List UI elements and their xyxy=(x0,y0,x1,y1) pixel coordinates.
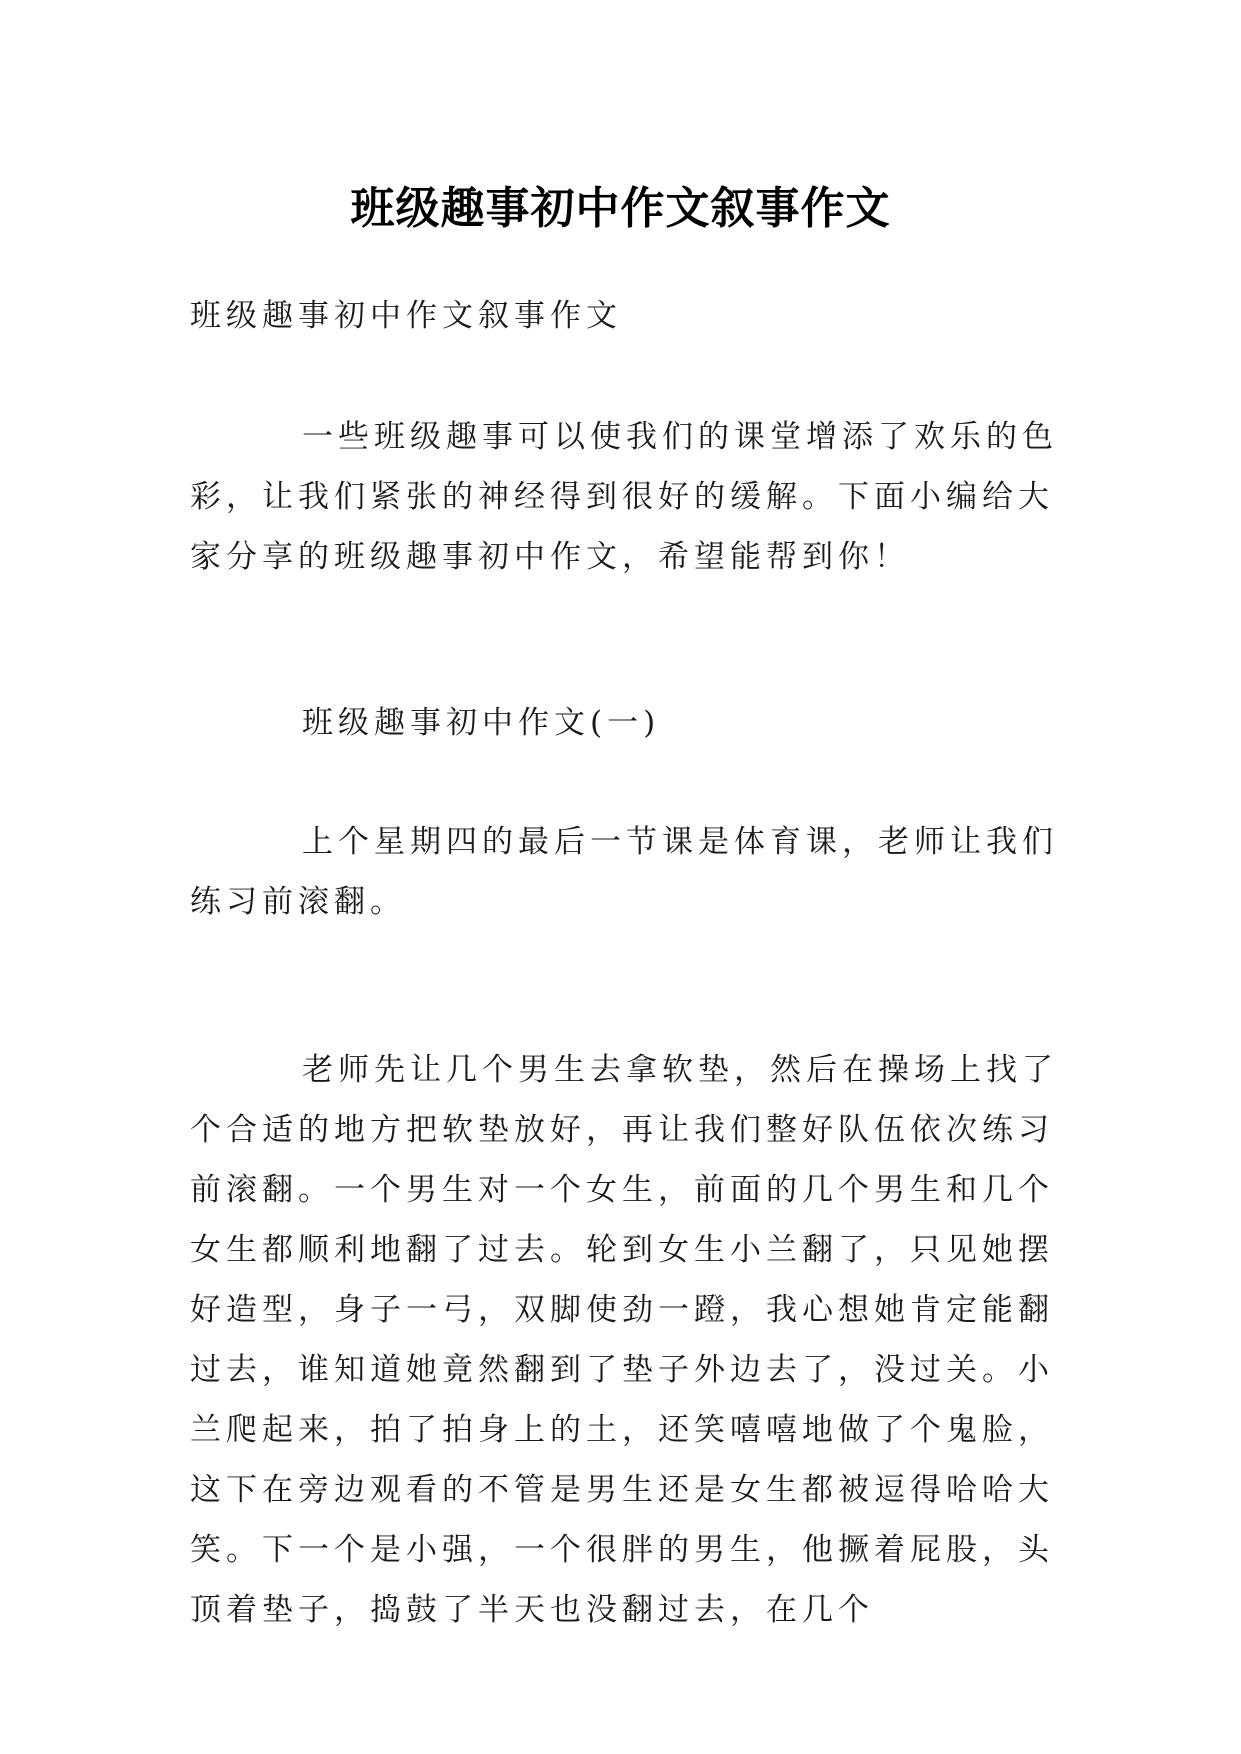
section-heading: 班级趣事初中作文(一) xyxy=(302,705,661,741)
body-paragraph-2: 老师先让几个男生去拿软垫，然后在操场上找了个合适的地方把软垫放好，再让我们整好队伍依次练习前滚翻。一个男生对一个女生，前面的几个男生和几个女生都顺利地翻了过去。轮到女生小兰翻了，只见她摆好造型，身子一弓，双脚使劲一蹬，我心想她肯定能翻过去，谁知道她竟然翻到了垫子外边去了，没过关。小兰爬起来，拍了拍身上的土，还笑嘻嘻地做了个鬼脸，这下在旁边观看的不管是男生还是女生都被逗得哈哈大笑。下一个是小强，一个很胖的男生，他撅着屁股，头顶着垫子，捣鼓了半天也没翻过去，在几个 xyxy=(190,1052,1058,1628)
intro-paragraph: 一些班级趣事可以使我们的课堂增添了欢乐的色彩，让我们紧张的神经得到很好的缓解。下面小编给大家分享的班级趣事初中作文，希望能帮到你！ xyxy=(190,419,1058,575)
body-paragraph-1: 上个星期四的最后一节课是体育课，老师让我们练习前滚翻。 xyxy=(190,824,1058,920)
document-title: 班级趣事初中作文叙事作文 xyxy=(350,183,891,235)
document-subtitle: 班级趣事初中作文叙事作文 xyxy=(190,298,622,334)
